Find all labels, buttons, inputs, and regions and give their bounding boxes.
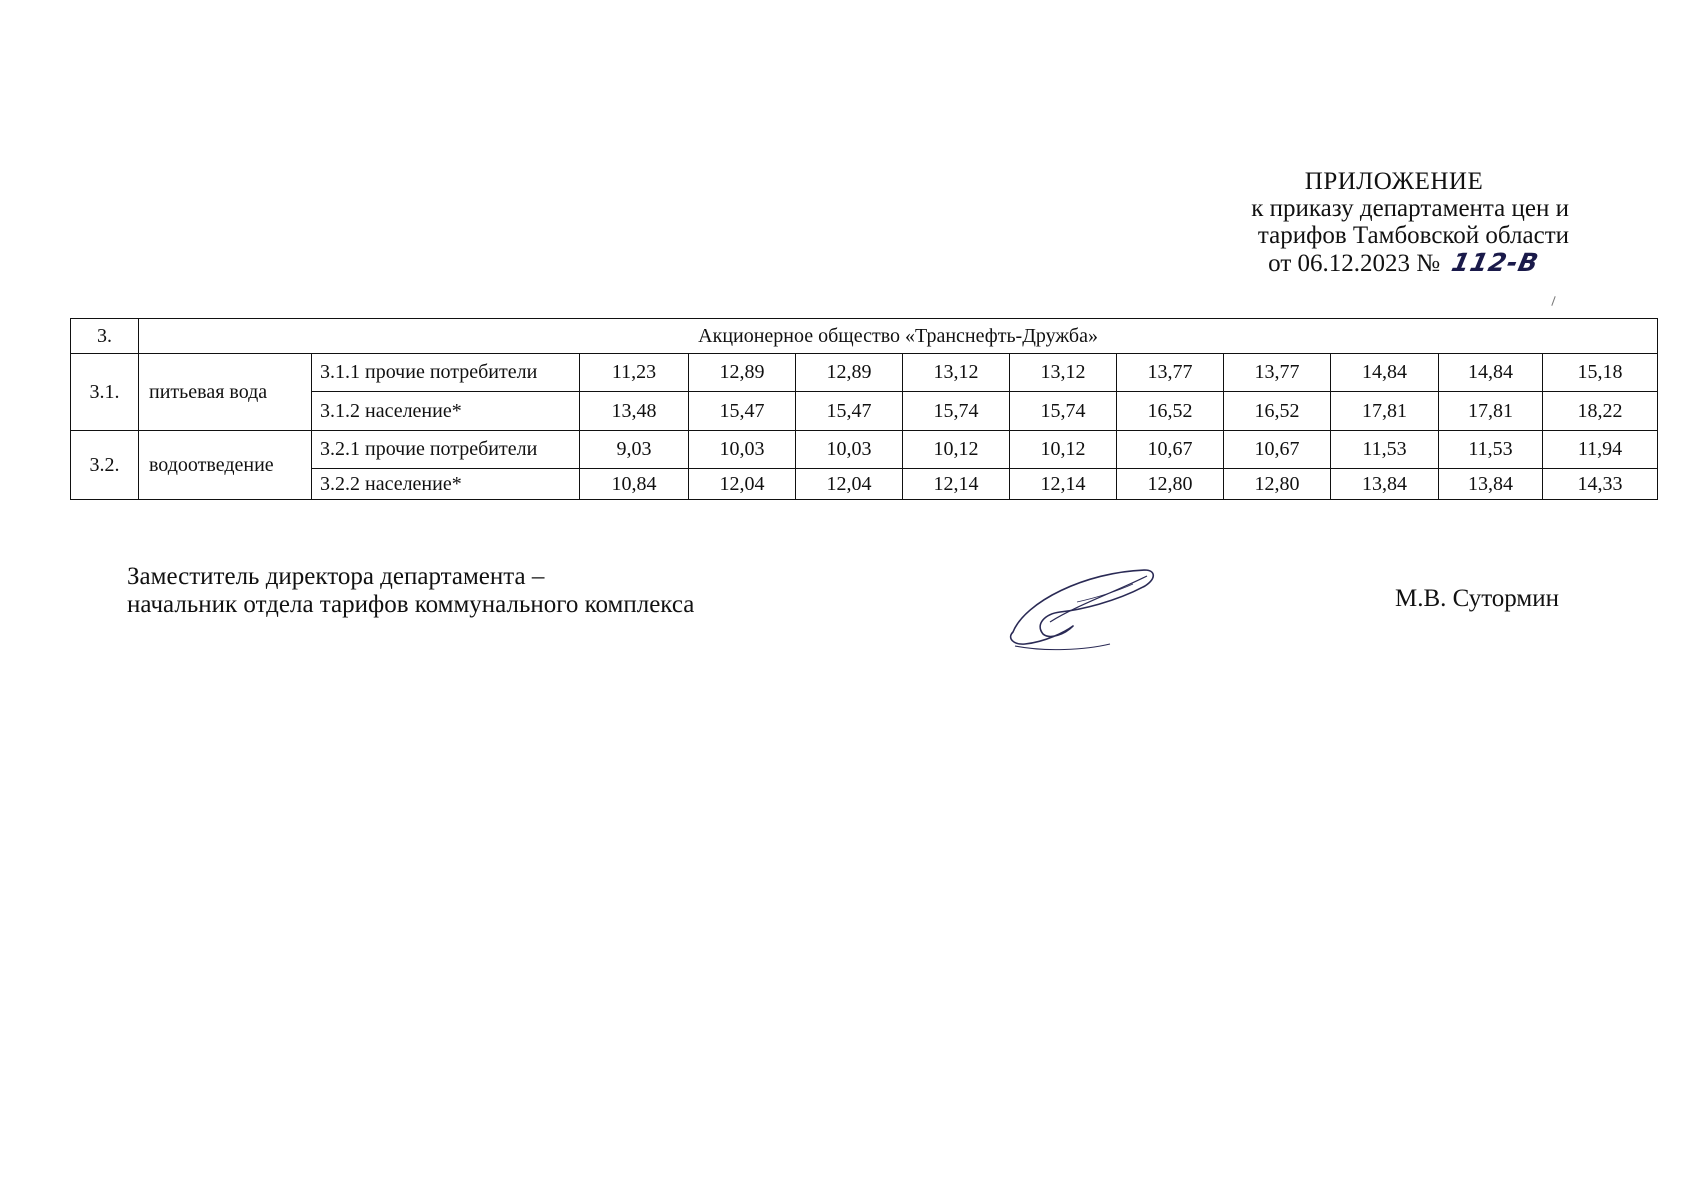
tariff-value: 9,03 — [580, 431, 689, 469]
tariff-value: 13,48 — [580, 392, 689, 431]
tariff-value: 18,22 — [1543, 392, 1658, 431]
tariff-value: 17,81 — [1439, 392, 1543, 431]
tariff-value: 10,03 — [796, 431, 903, 469]
tariff-value: 10,12 — [903, 431, 1010, 469]
tariff-value: 12,89 — [796, 354, 903, 392]
consumer-category: 3.2.2 население* — [312, 469, 580, 500]
appendix-line-1: к приказу департамента цен и — [1251, 195, 1569, 222]
tariff-value: 13,12 — [1010, 354, 1117, 392]
table-row-organization — [71, 319, 1658, 354]
tariff-value: 12,89 — [689, 354, 796, 392]
consumer-category: 3.2.1 прочие потребители — [312, 431, 580, 469]
tariff-value: 12,80 — [1224, 469, 1331, 500]
tariff-table — [70, 318, 1658, 500]
tariff-value: 15,74 — [903, 392, 1010, 431]
signatory-name: М.В. Сутормин — [1395, 585, 1560, 612]
tariff-value: 11,53 — [1331, 431, 1439, 469]
order-date-line — [1149, 249, 1569, 277]
tariff-value: 15,18 — [1543, 354, 1658, 392]
signatory-position-line-1: Заместитель директора департамента – — [127, 563, 545, 590]
tariff-value: 12,14 — [1010, 469, 1117, 500]
tariff-value: 15,47 — [796, 392, 903, 431]
tariff-value: 10,67 — [1117, 431, 1224, 469]
tariff-value: 16,52 — [1224, 392, 1331, 431]
tariff-value: 12,80 — [1117, 469, 1224, 500]
tariff-value: 15,47 — [689, 392, 796, 431]
signatory-position-line-2: начальник отдела тарифов коммунального комплекса — [127, 591, 695, 618]
tariff-value: 14,84 — [1439, 354, 1543, 392]
tariff-value: 10,12 — [1010, 431, 1117, 469]
tariff-value: 13,12 — [903, 354, 1010, 392]
consumer-category: 3.1.2 население* — [312, 392, 580, 431]
table-row — [71, 431, 1658, 469]
handwritten-signature — [1005, 562, 1165, 657]
consumer-category: 3.1.1 прочие потребители — [312, 354, 580, 392]
service-name: питьевая вода — [139, 354, 312, 431]
tariff-value: 14,84 — [1331, 354, 1439, 392]
pen-mark — [1551, 296, 1555, 306]
tariff-value: 10,84 — [580, 469, 689, 500]
tariff-value: 10,67 — [1224, 431, 1331, 469]
tariff-value: 11,23 — [580, 354, 689, 392]
signatory-position — [127, 563, 694, 619]
tariff-value: 13,77 — [1224, 354, 1331, 392]
tariff-value: 12,04 — [689, 469, 796, 500]
order-date: от 06.12.2023 № — [1268, 250, 1441, 277]
tariff-value: 13,84 — [1439, 469, 1543, 500]
organization-name: Акционерное общество «Транснефть-Дружба» — [139, 319, 1658, 354]
tariff-value: 12,04 — [796, 469, 903, 500]
tariff-value: 11,53 — [1439, 431, 1543, 469]
tariff-value: 16,52 — [1117, 392, 1224, 431]
tariff-value: 13,84 — [1331, 469, 1439, 500]
tariff-value: 10,03 — [689, 431, 796, 469]
table-row — [71, 354, 1658, 392]
section-number: 3. — [71, 319, 139, 354]
appendix-title: ПРИЛОЖЕНИЕ — [1304, 168, 1484, 195]
tariff-value: 12,14 — [903, 469, 1010, 500]
tariff-value: 11,94 — [1543, 431, 1658, 469]
service-name: водоотведение — [139, 431, 312, 500]
tariff-value: 17,81 — [1331, 392, 1439, 431]
group-number: 3.1. — [71, 354, 139, 431]
tariff-value: 13,77 — [1117, 354, 1224, 392]
group-number: 3.2. — [71, 431, 139, 500]
tariff-value: 14,33 — [1543, 469, 1658, 500]
order-number-handwritten: 112-В — [1449, 248, 1543, 277]
tariff-value: 15,74 — [1010, 392, 1117, 431]
appendix-line-2: тарифов Тамбовской области — [1257, 222, 1569, 249]
appendix-header — [1149, 168, 1569, 277]
